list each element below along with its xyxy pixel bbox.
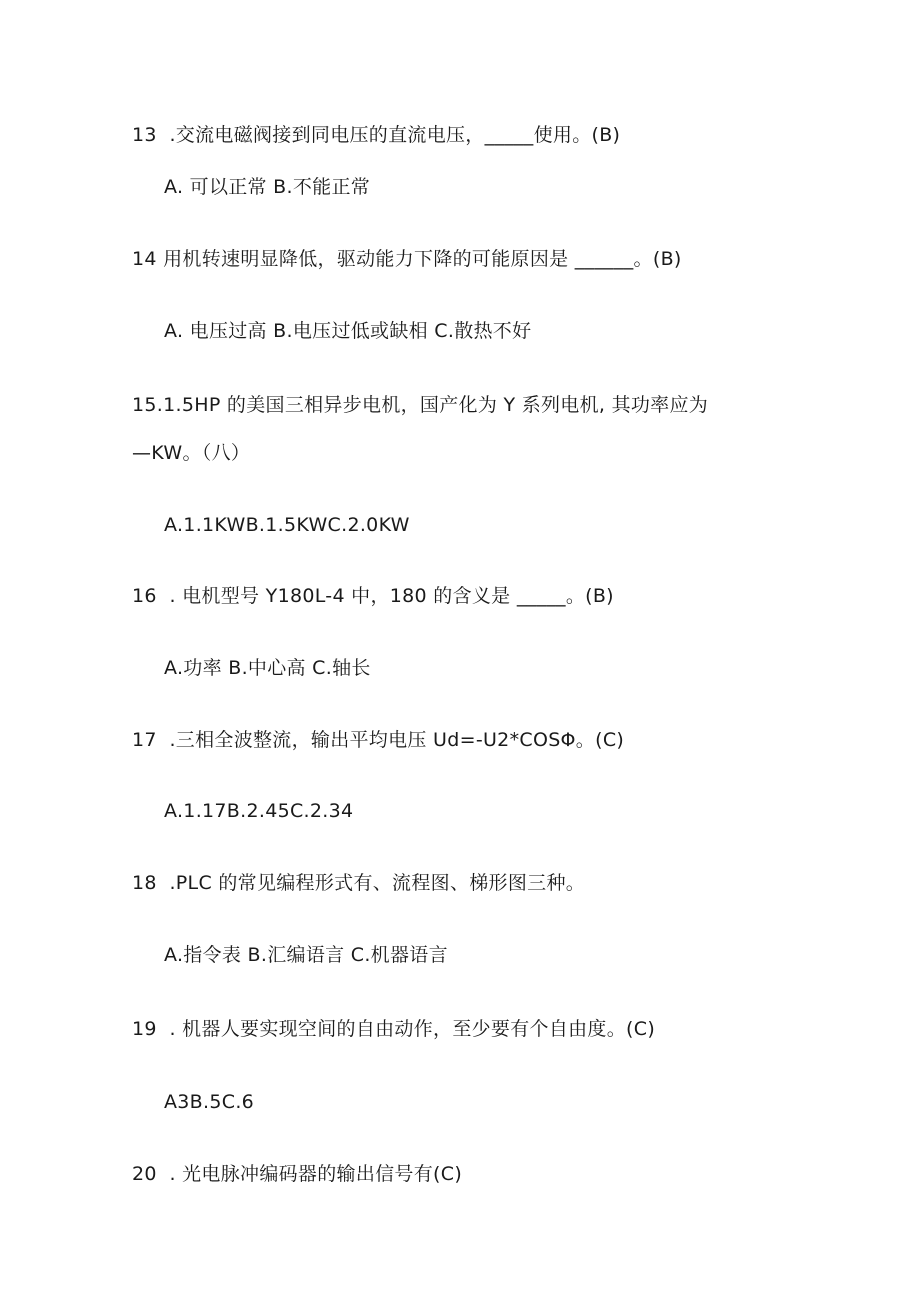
question-15-stem-continued: —KW。（八）	[132, 442, 251, 464]
question-15-options: A.1.1KWB.1.5KWC.2.0KW	[164, 514, 410, 536]
question-14-stem: 14 用机转速明显降低，驱动能力下降的可能原因是 ______。(B)	[132, 248, 682, 270]
question-17-options: A.1.17B.2.45C.2.34	[164, 800, 354, 822]
question-18-options: A.指令表 B.汇编语言 C.机器语言	[164, 944, 448, 966]
question-15-stem: 15.1.5HP 的美国三相异步电机，国产化为 Y 系列电机, 其功率应为	[132, 394, 709, 416]
question-19-stem: 19 . 机器人要实现空间的自由动作，至少要有个自由度。(C)	[132, 1018, 656, 1040]
question-16-stem: 16 . 电机型号 Y180L-4 中，180 的含义是 _____。(B)	[132, 585, 614, 607]
question-16-options: A.功率 B.中心高 C.轴长	[164, 657, 371, 679]
question-13-stem: 13 .交流电磁阀接到同电压的直流电压，_____使用。(B)	[132, 124, 621, 146]
question-14-options: A. 电压过高 B.电压过低或缺相 C.散热不好	[164, 320, 532, 342]
question-19-options: A3B.5C.6	[164, 1091, 255, 1113]
question-17-stem: 17 .三相全波整流，输出平均电压 Ud=-U2*COSΦ。(C)	[132, 729, 625, 751]
question-20-stem: 20 . 光电脉冲编码器的输出信号有(C)	[132, 1163, 463, 1185]
question-18-stem: 18 .PLC 的常见编程形式有、流程图、梯形图三种。	[132, 872, 586, 894]
question-13-options: A. 可以正常 B.不能正常	[164, 176, 371, 198]
